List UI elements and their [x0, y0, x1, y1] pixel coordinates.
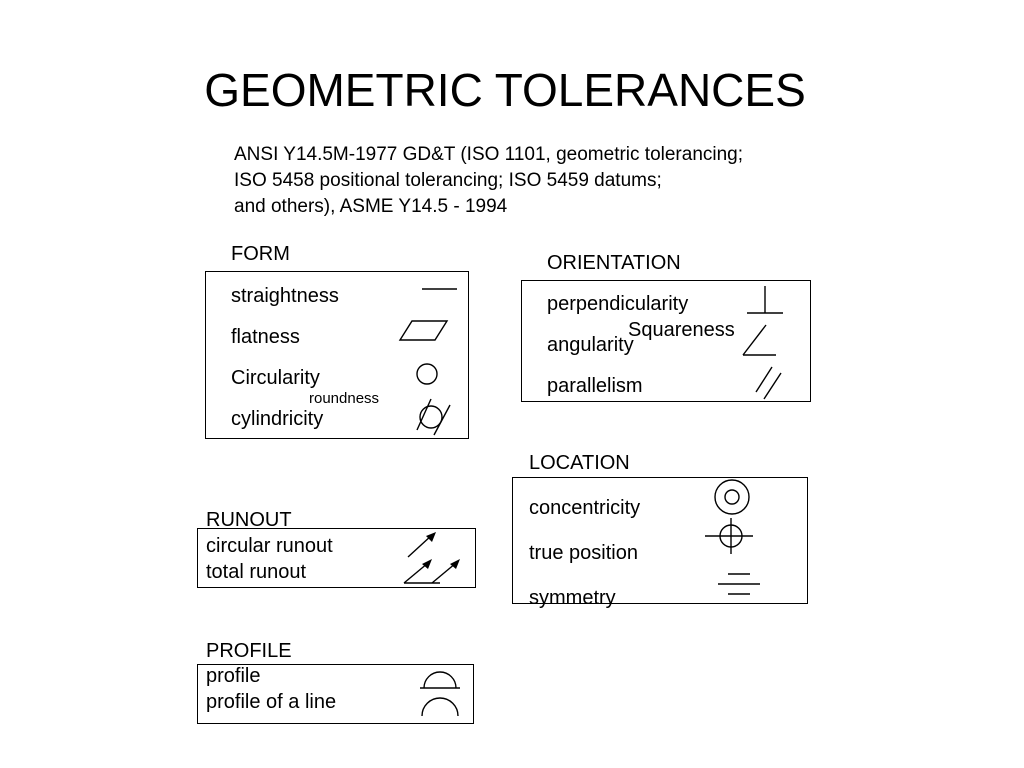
cylindricity-icon — [410, 396, 456, 438]
true-position-icon — [703, 516, 755, 556]
subtitle-line-2: ISO 5458 positional tolerancing; ISO 5459 datums; — [234, 170, 662, 191]
profile-heading: PROFILE — [206, 640, 292, 662]
profile-line-icon — [418, 692, 462, 718]
runout-item-circular: circular runout — [206, 535, 333, 557]
subtitle-line-3: and others), ASME Y14.5 - 1994 — [234, 196, 508, 217]
flatness-icon — [398, 318, 450, 344]
form-item-flatness: flatness — [231, 326, 300, 348]
orientation-note-squareness: Squareness — [628, 319, 735, 341]
location-heading: LOCATION — [529, 452, 630, 474]
total-runout-icon — [400, 556, 466, 588]
orientation-item-angularity: angularity — [547, 334, 634, 356]
parallelism-icon — [754, 364, 784, 402]
orientation-heading: ORIENTATION — [547, 252, 681, 274]
profile-surface-icon — [418, 666, 462, 692]
form-item-cylindricity: cylindricity — [231, 408, 324, 430]
page-title: GEOMETRIC TOLERANCES — [204, 64, 806, 116]
location-item-true-position: true position — [529, 542, 638, 564]
concentricity-icon — [710, 478, 754, 516]
form-item-straightness: straightness — [231, 285, 339, 307]
orientation-item-perpendicularity: perpendicularity — [547, 293, 689, 315]
orientation-item-parallelism: parallelism — [547, 375, 643, 397]
straightness-icon — [420, 282, 460, 296]
profile-item-line: profile of a line — [206, 691, 337, 713]
circularity-icon — [414, 362, 440, 388]
subtitle-line-1: ANSI Y14.5M-1977 GD&T (ISO 1101, geometric tolerancing; — [234, 144, 744, 165]
runout-heading: RUNOUT — [206, 509, 292, 531]
runout-item-total: total runout — [206, 561, 307, 583]
perpendicularity-icon — [744, 284, 786, 316]
form-heading: FORM — [231, 243, 290, 265]
location-item-concentricity: concentricity — [529, 497, 641, 519]
profile-item-profile: profile — [206, 665, 261, 687]
symmetry-icon — [716, 570, 762, 598]
form-note-roundness: roundness — [309, 390, 380, 407]
form-item-circularity: Circularity — [231, 367, 320, 389]
angularity-icon — [740, 322, 780, 358]
location-item-symmetry: symmetry — [529, 587, 616, 609]
